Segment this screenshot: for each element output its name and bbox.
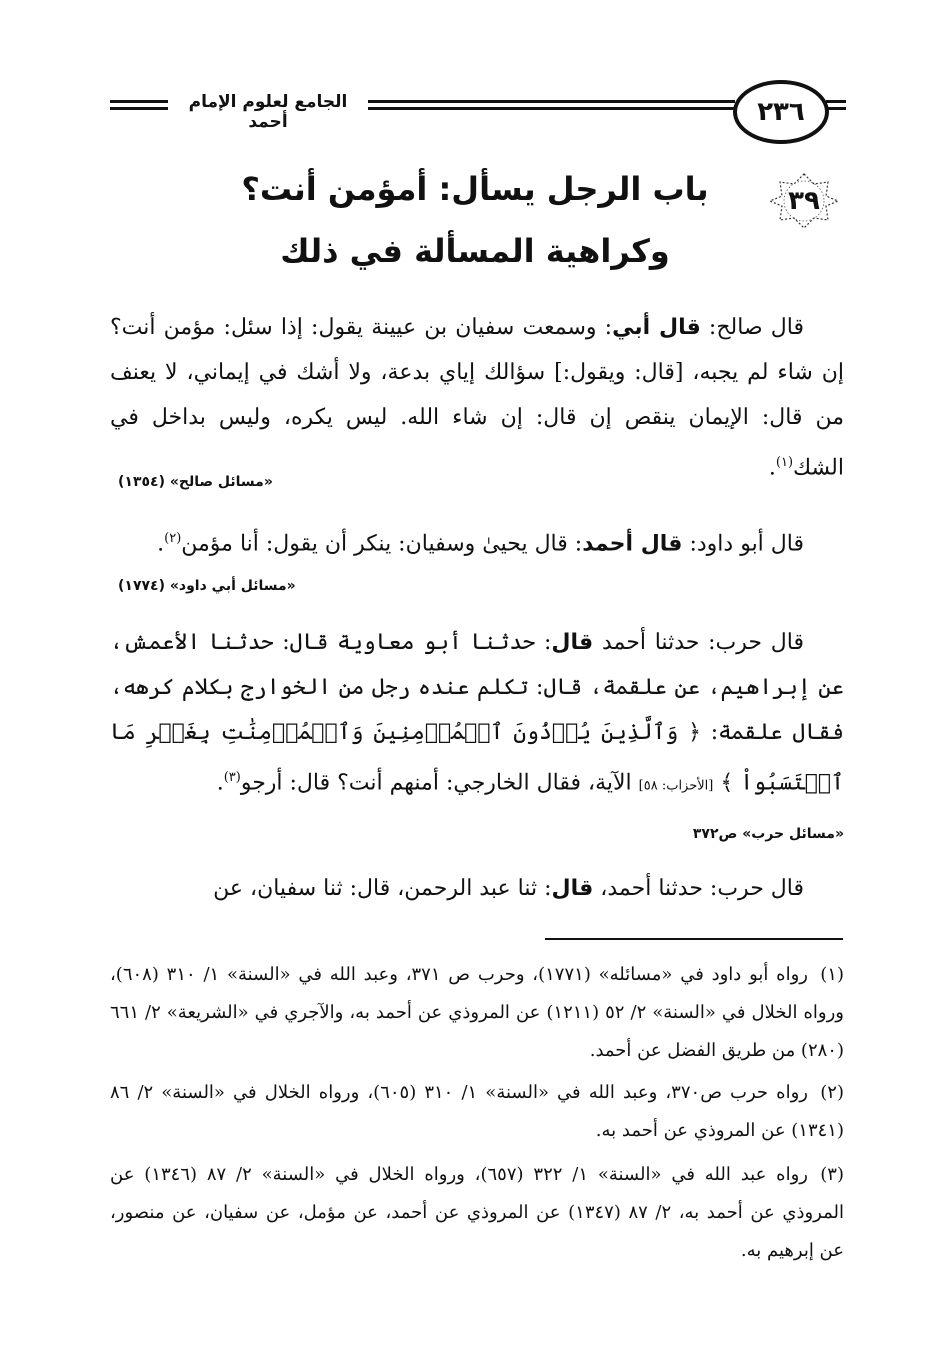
chapter-title-line-2: وكراهية المسألة في ذلك	[280, 232, 670, 270]
narration-paragraph	[110, 305, 844, 490]
narration-text: : ثنا عبد الرحمن، قال: ثنا سفيان، عن	[213, 876, 552, 901]
said-label: قال	[551, 876, 594, 901]
footnote-mark: (٣)	[223, 770, 241, 785]
narration-paragraph	[110, 866, 844, 911]
narrator-text: قال حرب: حدثنا أحمد،	[593, 876, 804, 901]
footnote	[110, 1156, 844, 1270]
footnote-number: (٢)	[820, 1082, 844, 1103]
footnote-text: رواه حرب ص٣٧٠، وعبد الله في «السنة» ١/ ٣١٠ (٦٠٥)، ورواه الخلال في «السنة» ٢/ ٨٦ (١٣٤١) عن المروذي عن أحمد به.	[110, 1082, 844, 1141]
running-title: الجامع لعلوم الإمام أحمد	[168, 92, 368, 132]
chapter-number: ٣٩	[788, 186, 820, 216]
footnote	[110, 1074, 844, 1150]
verse-reference: [الأحزاب: ٥٨]	[638, 778, 714, 794]
narration-paragraph	[110, 516, 844, 566]
narrator-text: قال صالح:	[700, 315, 804, 340]
chapter-title-line-1: باب الرجل يسأل: أمؤمن أنت؟	[241, 170, 709, 208]
footnote-mark: (١)	[775, 455, 794, 470]
source-citation: «مسائل حرب» ص٣٧٢	[692, 826, 844, 842]
footnote-number: (٣)	[820, 1164, 844, 1185]
footnote-number: (١)	[820, 964, 844, 985]
footnote-mark: (٢)	[164, 531, 182, 546]
punctuation: .	[216, 770, 224, 796]
narration-text: : حدثنا أبو معاوية قال: حدثنا الأعمش، عن إبراهيم، عن علقمة، قال: تكلم عنده رجل من الخوارج بكلام كرهه، فقال علقمة:	[110, 630, 844, 745]
narration-paragraph	[110, 620, 844, 808]
said-label: قال	[551, 630, 594, 655]
source-citation: «مسائل صالح» (١٣٥٤)	[118, 474, 273, 490]
narration-text: : وسمعت سفيان بن عيينة يقول: إذا سئل: مؤمن أنت؟ إن شاء لم يجبه، [قال: ويقول:] سؤالك إياي بدعة، ولا أشك في إيماني، لا يعنف من قال: الإيمان ينقص إن قال: إن شاء الله. ليس يكره، وليس بداخل في الشك	[110, 315, 844, 481]
punctuation: .	[768, 455, 776, 481]
quran-verse: ﴿ وَٱلَّذِينَ يُؤۡذُونَ ٱلۡمُؤۡمِنِينَ وَٱلۡمُؤۡمِنَٰتِ بِغَيۡرِ مَا ٱكۡتَسَبُواْ ﴾	[110, 720, 844, 796]
narration-text: الآية، فقال الخارجي: أمنهم أنت؟ قال: أرجو	[240, 770, 639, 796]
narration-text: : قال يحيىٰ وسفيان: ينكر أن يقول: أنا مؤمن	[181, 531, 583, 557]
footnote-separator	[545, 938, 843, 940]
punctuation: .	[157, 531, 165, 557]
footnote	[110, 956, 844, 1070]
page-number: ٢٣٦	[733, 80, 829, 144]
source-citation: «مسائل أبي داود» (١٧٧٤)	[118, 578, 296, 594]
narrator-text: قال أبو داود:	[682, 531, 804, 557]
narrator-text: قال حرب: حدثنا أحمد	[593, 630, 804, 655]
said-label: قال أحمد	[582, 531, 683, 557]
said-label: قال أبي	[612, 315, 701, 340]
header-rule	[826, 100, 846, 103]
header-rule	[826, 107, 846, 110]
footnote-text: رواه عبد الله في «السنة» ١/ ٣٢٢ (٦٥٧)، ورواه الخلال في «السنة» ٢/ ٨٧ (١٣٤٦) عن المروذي عن أحمد به، ٢/ ٨٧ (١٣٤٧) عن المروذي عن أحمد، عن مؤمل، عن سفيان، عن منصور، عن إبرهيم به.	[110, 1164, 844, 1261]
footnote-text: رواه أبو داود في «مسائله» (١٧٧١)، وحرب ص ٣٧١، وعبد الله في «السنة» ١/ ٣١٠ (٦٠٨)، ورواه الخلال في «السنة» ٢/ ٥٢ (١٢١١) عن المروذي عن أحمد به، والآجري في «الشريعة» ٢/ ٦٦١ (٢٨٠) من طريق الفضل عن أحمد.	[110, 964, 844, 1061]
